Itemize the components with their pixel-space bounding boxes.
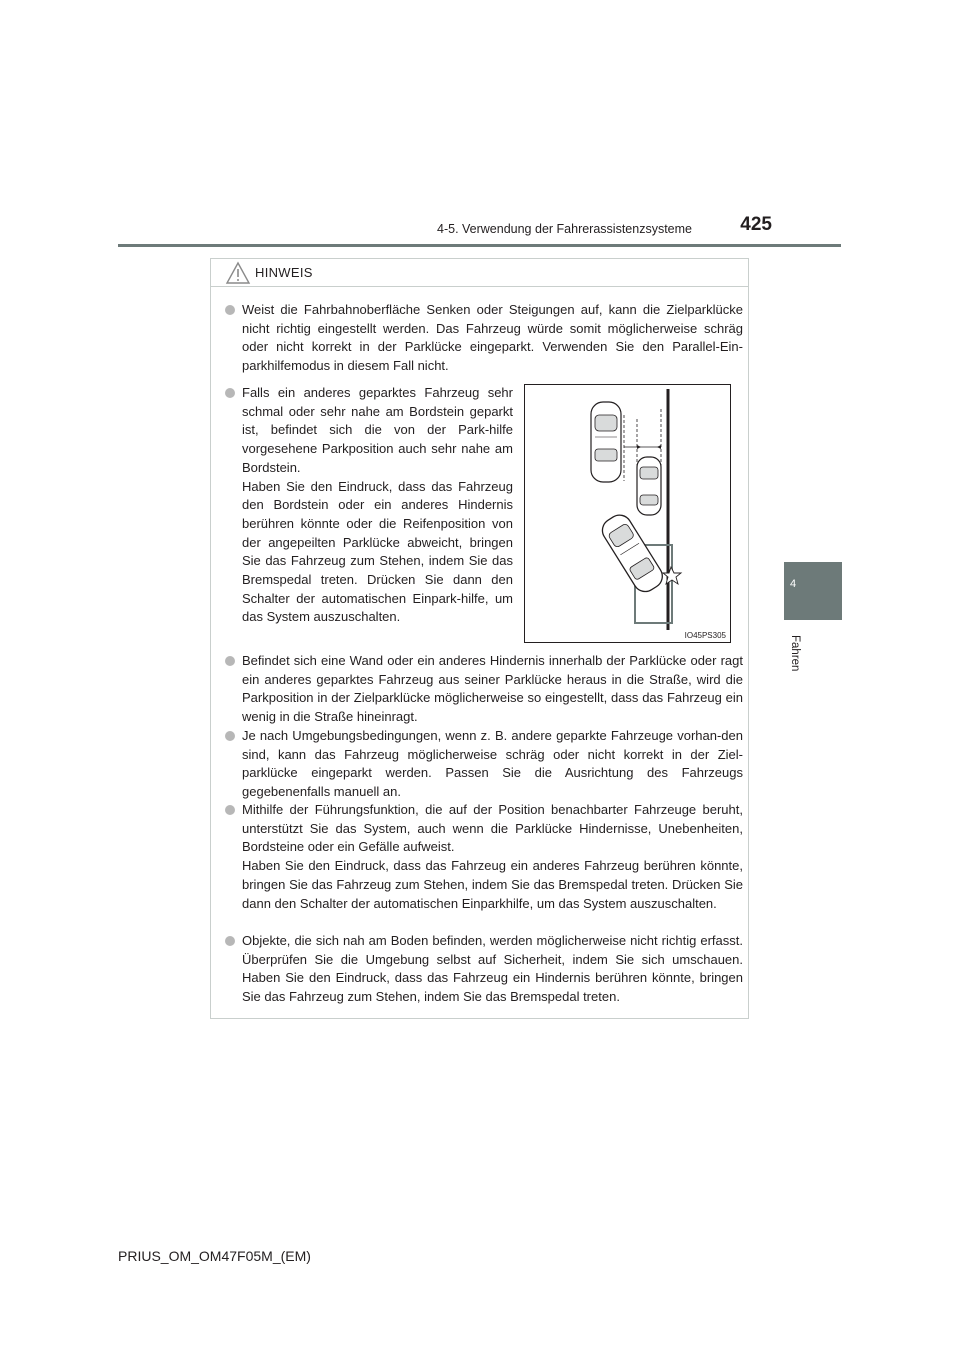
bullet-icon: [225, 936, 235, 946]
page-number: 425: [740, 214, 772, 235]
chapter-number: 4: [789, 578, 797, 590]
notice-item: Je nach Umgebungsbedingungen, wenn z. B. andere geparkte Fahrzeuge vorhan-den sind, kann das Fahrzeug möglicherweise schräg oder nicht korrekt in der Ziel-parklücke eingeparkt werden. Passen Sie die Ausrichtung des Fahrzeugs gegebenenfalls manuell an.: [242, 727, 743, 802]
notice-title: HINWEIS: [255, 265, 313, 280]
parked-car-icon: [637, 457, 661, 515]
figure-code: IO45PS305: [684, 631, 726, 640]
warning-triangle-icon: [225, 261, 251, 285]
section-title: 4-5. Verwendung der Fahrerassistenzsysteme: [437, 222, 692, 236]
notice-item: Objekte, die sich nah am Boden befinden, werden möglicherweise nicht richtig erfasst. Überprüfen Sie die Umgebung selbst auf Sicherheit, indem Sie sich umschauen. Haben Sie den Eindruck, dass das Fahrzeug ein Hindernis berühren könnte, bringen Sie das Fahrzeug zum Stehen, indem Sie das Bremspedal treten.: [242, 932, 743, 1007]
header-divider: [118, 244, 841, 247]
notice-item: Mithilfe der Führungsfunktion, die auf der Position benachbarter Fahrzeuge beruht, unterstützt Sie das System, auch wenn die Parklücke Hindernisse, Unebenheiten, Bordsteine oder ein Gefälle aufweist. Haben Sie den Eindruck, dass das Fahrzeug ein anderes Fahrzeug berühren könnte, bringen Sie das Fahrzeug zum Stehen, indem Sie das Bremspedal treten. Drücken Sie dann den Schalter der automatischen Einparkhilfe, um das System auszuschalten.: [242, 801, 743, 913]
chapter-tab: [784, 562, 842, 620]
parking-illustration: [524, 384, 731, 643]
notice-header: [211, 259, 748, 287]
bullet-icon: [225, 305, 235, 315]
bullet-icon: [225, 731, 235, 741]
bullet-icon: [225, 805, 235, 815]
parking-diagram: [525, 385, 732, 644]
chapter-label: Fahren: [789, 635, 801, 672]
notice-item: Falls ein anderes geparktes Fahrzeug sehr schmal oder sehr nahe am Bordstein geparkt ist, befindet sich die von der Park-hilfe vorgesehene Parkposition auch sehr nahe am Bordstein. Haben Sie den Eindruck, dass das Fahrzeug den Bordstein oder ein anderes Hindernis berühren könnte oder die Reifenposition von der angepeilten Parklücke abweicht, bringen Sie das Fahrzeug zum Stehen, indem Sie das Bremspedal treten. Drücken Sie dann den Schalter der automatischen Einpark-hilfe, um das System auszuschalten.: [242, 384, 513, 627]
own-car-icon: [598, 511, 667, 596]
parked-car-icon: [591, 402, 621, 482]
notice-item: Weist die Fahrbahnoberfläche Senken oder Steigungen auf, kann die Zielparklücke nicht richtig eingestellt werden. Das Fahrzeug würde somit möglicherweise schräg oder nicht korrekt in der Parklücke eingeparkt. Verwenden Sie den Parallel-Ein-parkhilfemodus in diesem Fall nicht.: [242, 301, 743, 376]
bullet-icon: [225, 656, 235, 666]
document-id: PRIUS_OM_OM47F05M_(EM): [118, 1248, 311, 1264]
bullet-icon: [225, 388, 235, 398]
notice-item: Befindet sich eine Wand oder ein anderes Hindernis innerhalb der Parklücke oder ragt ein anderes geparktes Fahrzeug aus seiner Parklücke heraus in die Straße, wird die Parkposition in der Zielparklücke möglicherweise so eingestellt, dass das Fahrzeug ein wenig in die Straße hineinragt.: [242, 652, 743, 727]
